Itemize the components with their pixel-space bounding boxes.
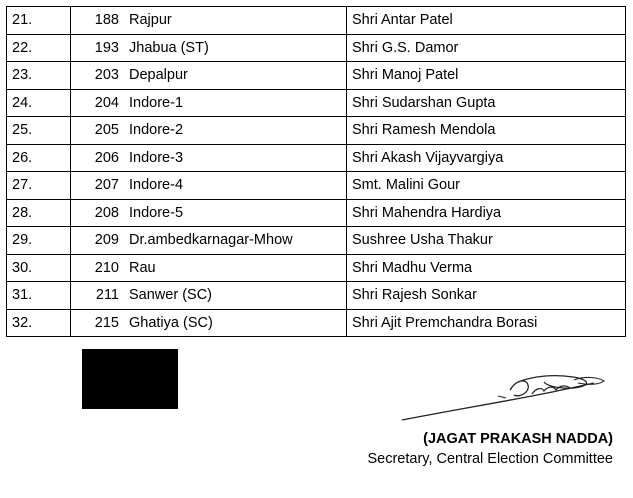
constituency-number-cell: 188 (71, 7, 125, 35)
constituency-name-cell: Indore-5 (124, 199, 347, 227)
table-row (7, 62, 626, 90)
candidate-name-cell: Shri Ajit Premchandra Borasi (347, 309, 626, 337)
candidate-list-body (7, 7, 626, 337)
constituency-number-cell: 193 (71, 34, 125, 62)
constituency-number-cell: 205 (71, 117, 125, 145)
serial-number-cell: 28. (7, 199, 71, 227)
table-row (7, 227, 626, 255)
constituency-number-cell: 208 (71, 199, 125, 227)
table-row (7, 199, 626, 227)
candidate-name-cell: Shri Madhu Verma (347, 254, 626, 282)
serial-number-cell: 26. (7, 144, 71, 172)
constituency-name-cell: Indore-2 (124, 117, 347, 145)
candidate-name-cell: Shri Manoj Patel (347, 62, 626, 90)
serial-number-cell: 32. (7, 309, 71, 337)
candidate-name-cell: Shri Antar Patel (347, 7, 626, 35)
signatory-title: Secretary, Central Election Committee (367, 451, 613, 467)
serial-number-cell: 21. (7, 7, 71, 35)
table-row (7, 309, 626, 337)
constituency-name-cell: Ghatiya (SC) (124, 309, 347, 337)
serial-number-cell: 27. (7, 172, 71, 200)
serial-number-cell: 24. (7, 89, 71, 117)
candidate-name-cell: Smt. Malini Gour (347, 172, 626, 200)
candidate-name-cell: Shri Sudarshan Gupta (347, 89, 626, 117)
constituency-name-cell: Rau (124, 254, 347, 282)
table-row (7, 144, 626, 172)
constituency-number-cell: 203 (71, 62, 125, 90)
candidate-name-cell: Shri Rajesh Sonkar (347, 282, 626, 310)
candidate-name-cell: Shri Mahendra Hardiya (347, 199, 626, 227)
constituency-name-cell: Indore-1 (124, 89, 347, 117)
constituency-number-cell: 211 (71, 282, 125, 310)
candidate-name-cell: Shri Ramesh Mendola (347, 117, 626, 145)
serial-number-cell: 30. (7, 254, 71, 282)
serial-number-cell: 22. (7, 34, 71, 62)
constituency-number-cell: 207 (71, 172, 125, 200)
serial-number-cell: 23. (7, 62, 71, 90)
serial-number-cell: 25. (7, 117, 71, 145)
constituency-number-cell: 215 (71, 309, 125, 337)
signatory-name: (JAGAT PRAKASH NADDA) (423, 431, 613, 447)
candidate-name-cell: Sushree Usha Thakur (347, 227, 626, 255)
constituency-name-cell: Indore-3 (124, 144, 347, 172)
constituency-name-cell: Jhabua (ST) (124, 34, 347, 62)
table-row (7, 254, 626, 282)
constituency-number-cell: 209 (71, 227, 125, 255)
table-row (7, 7, 626, 35)
signature-icon (398, 368, 614, 426)
serial-number-cell: 31. (7, 282, 71, 310)
candidate-name-cell: Shri Akash Vijayvargiya (347, 144, 626, 172)
constituency-number-cell: 210 (71, 254, 125, 282)
constituency-name-cell: Sanwer (SC) (124, 282, 347, 310)
constituency-number-cell: 204 (71, 89, 125, 117)
table-row (7, 89, 626, 117)
table-row (7, 34, 626, 62)
serial-number-cell: 29. (7, 227, 71, 255)
constituency-name-cell: Rajpur (124, 7, 347, 35)
constituency-name-cell: Depalpur (124, 62, 347, 90)
table-row (7, 282, 626, 310)
redacted-block (82, 349, 178, 409)
table-row (7, 117, 626, 145)
candidate-list-table (6, 6, 626, 337)
constituency-name-cell: Dr.ambedkarnagar-Mhow (124, 227, 347, 255)
constituency-name-cell: Indore-4 (124, 172, 347, 200)
candidate-name-cell: Shri G.S. Damor (347, 34, 626, 62)
constituency-number-cell: 206 (71, 144, 125, 172)
table-row (7, 172, 626, 200)
